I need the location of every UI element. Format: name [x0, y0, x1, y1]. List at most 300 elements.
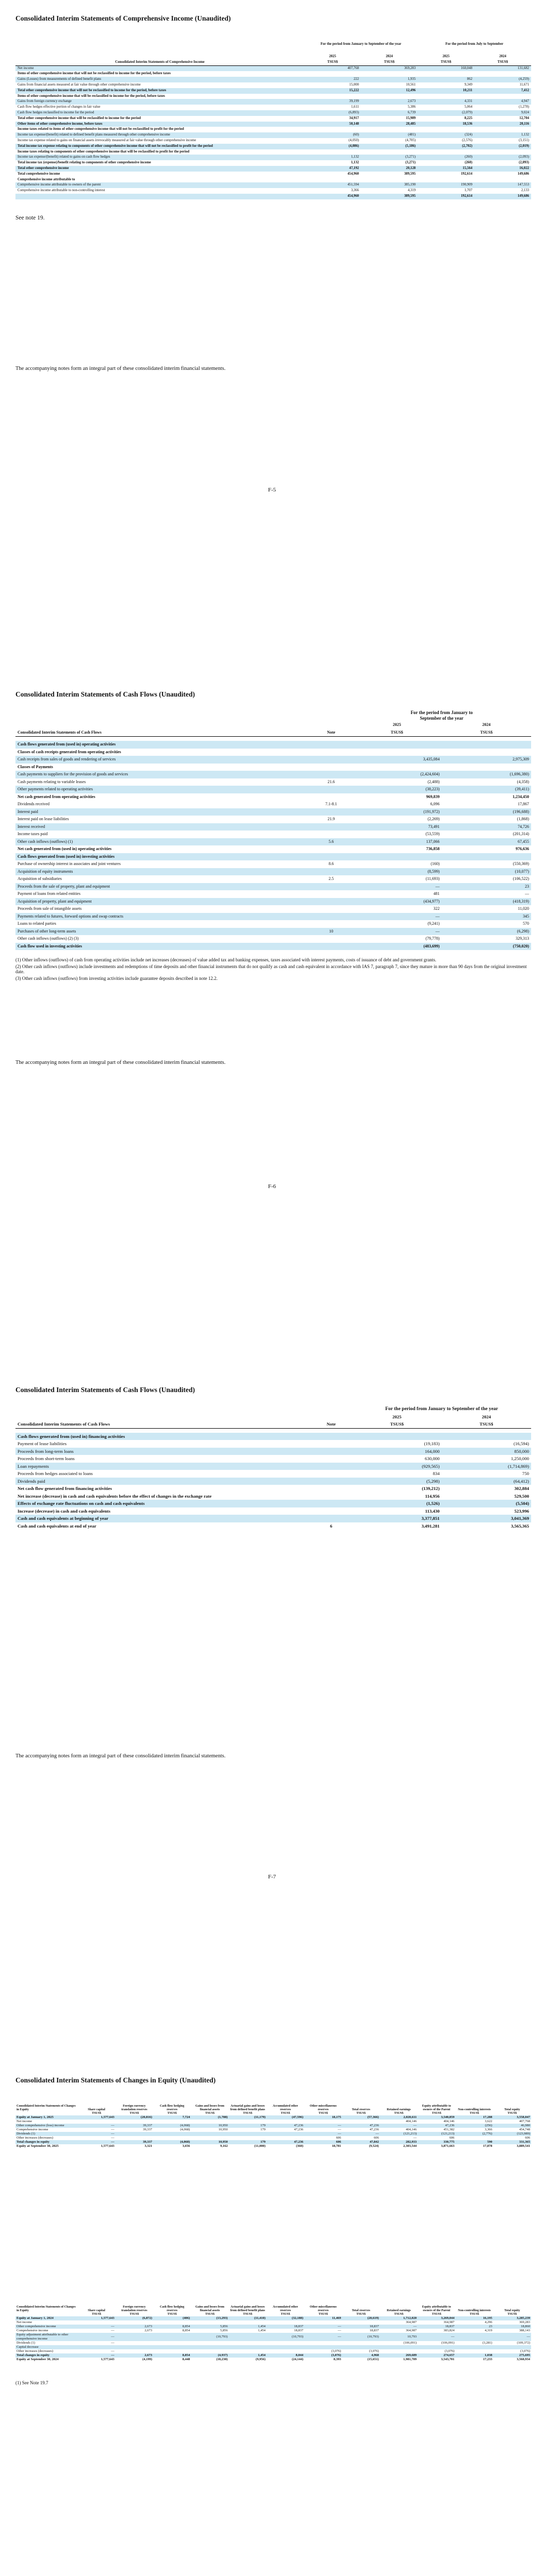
changes-in-equity-2024-wrap [15, 2306, 531, 2385]
row-value: (53,559) [425, 832, 440, 836]
table-row [15, 1507, 531, 1515]
unit-col: TSUS$ [205, 2112, 215, 2115]
footnote: (3) Other cash inflows (outflows) from investing activities include guarantee deposits described in note 12.2. [15, 976, 218, 981]
table-row [15, 1478, 531, 1485]
row-value: 322 [433, 906, 440, 911]
row-label: Income taxes relating to components of other comprehensive income that will be reclassified to profit for the period [18, 149, 190, 154]
page-number: F-5 [268, 487, 276, 493]
column-header: Retained earnings [387, 2309, 411, 2312]
row-value: 383,824 [443, 2329, 455, 2332]
row-value [352, 1433, 441, 1440]
row-note [310, 883, 352, 891]
row-value [361, 127, 418, 132]
cash-flows-table [15, 710, 531, 950]
row-label: Cash flow used in investing activities [15, 943, 310, 951]
column-header: Cash flow hedging reserves [160, 2306, 185, 2312]
row-value: (20,619) [342, 2316, 380, 2320]
row-note [310, 1433, 352, 1440]
page-number: F-7 [268, 1874, 276, 1880]
row-value: 149,686 [474, 194, 531, 199]
changes-in-equity-2025-wrap [15, 2105, 531, 2148]
row-label: Net income [17, 2320, 32, 2324]
table-row [15, 182, 531, 188]
row-value: 147,553 [474, 182, 531, 188]
year-col: 2024 [499, 55, 506, 58]
row-value: (4,068) [153, 2124, 191, 2128]
table-row [15, 2124, 531, 2128]
row-note: 21.6 [327, 779, 335, 784]
row-label: Total income tax expense relating to components of other comprehensive income that will not be reclassified to profit for the period [15, 144, 304, 149]
row-note [310, 823, 352, 831]
row-label: Cash receipts from sales of goods and rendering of services [15, 756, 310, 764]
row-label: Other increases (decreases) [17, 2136, 54, 2140]
row-value: 302,884 [514, 1486, 529, 1491]
row-value [442, 1433, 531, 1440]
row-value: 20,128 [361, 166, 418, 172]
row-value: 3,871,663 [441, 2144, 455, 2148]
table-row [15, 127, 531, 132]
row-value: (3,281) [482, 2341, 492, 2345]
row-value: 1,577,643 [77, 2115, 115, 2120]
row-note [310, 1463, 352, 1470]
row-value: 2,975,309 [442, 756, 531, 764]
row-value: (196,688) [442, 808, 531, 816]
row-label: Other comprehensive income [15, 2325, 77, 2329]
row-label: Income tax expense/(benefit) related to defined benefit plans measured through other comprehensive income [15, 132, 304, 138]
row-value: 15,989 [406, 116, 416, 120]
table-row [15, 132, 531, 138]
row-label: Total comprehensive income [18, 172, 60, 176]
table-row [15, 94, 531, 99]
row-label: Total changes in equity [15, 2353, 77, 2358]
row-value: 39,199 [304, 99, 361, 105]
row-value: — [111, 2341, 114, 2345]
row-header: Consolidated Interim Statements of Changes in Equity [17, 2105, 76, 2111]
row-value: (360) [296, 2144, 304, 2148]
row-value: 2,133 [521, 189, 529, 193]
row-value: (5,504) [442, 1500, 531, 1507]
row-value: (3,271) [361, 155, 418, 160]
column-header: Other miscellaneous reserves [309, 2306, 337, 2312]
row-value: 50,148 [304, 122, 361, 127]
row-label: Cash payments to suppliers for the provision of goods and services [15, 771, 310, 778]
row-value: 47,192 [304, 166, 361, 172]
row-value: (1,278) [519, 105, 529, 109]
row-value: (4,050) [349, 138, 359, 142]
row-value: 1,132 [474, 132, 531, 138]
year-col: 2024 [386, 55, 393, 58]
row-value: (3,151) [519, 138, 529, 142]
row-value [418, 94, 474, 99]
unit-spacer [15, 2112, 77, 2115]
row-value: — [77, 2353, 115, 2358]
year-col: 2024 [482, 722, 491, 727]
row-value: — [111, 2136, 114, 2140]
row-header: Consolidated Interim Statements of Changes in Equity [17, 2306, 76, 2312]
row-label: Net income [15, 65, 304, 71]
row-value [442, 749, 531, 756]
row-value: (3,076) [304, 2353, 342, 2358]
row-label: Cash flows generated from (used in) financing activities [15, 1433, 310, 1440]
unit-col: TSUS$ [442, 1420, 531, 1428]
row-value [361, 71, 418, 77]
row-value: — [77, 2124, 115, 2128]
row-value: (2,269) [427, 817, 440, 821]
row-value: 47,236 [267, 2124, 304, 2128]
row-value [229, 2320, 267, 2325]
row-value [116, 2349, 153, 2353]
page-title: Consolidated Interim Statements of Changes in Equity (Unaudited) [15, 2076, 216, 2084]
row-value [455, 2349, 493, 2353]
row-value: 3,558,047 [493, 2115, 531, 2120]
row-value [304, 127, 361, 132]
row-value [267, 2120, 304, 2124]
table-row [15, 2349, 531, 2353]
row-note: 6 [330, 1523, 333, 1529]
table-row [15, 749, 531, 756]
row-value: (160) [431, 861, 440, 866]
table-row [15, 935, 531, 943]
row-value: — [342, 2132, 380, 2136]
row-value: (256) [455, 2124, 493, 2128]
row-value: (406) [153, 2316, 191, 2320]
row-label: Items of other comprehensive income that will be reclassified to income for the period, before taxes [18, 94, 165, 98]
see-note: See note 19. [15, 214, 45, 221]
accompanying-notes: The accompanying notes form an integral part of these consolidated interim financial statements. [15, 366, 226, 371]
row-value: 274,657 [418, 2353, 455, 2358]
row-value: 3,491,281 [421, 1523, 440, 1529]
page-title: Consolidated Interim Statements of Comprehensive Income (Unaudited) [15, 14, 231, 22]
row-note [310, 943, 352, 951]
row-value [361, 149, 418, 155]
row-label: Payment of loans from related entities [18, 891, 80, 896]
row-note [310, 853, 352, 861]
unit-col: TSUS$ [167, 2313, 177, 2316]
table-row [15, 2320, 531, 2325]
row-value: (9,956) [255, 2358, 266, 2361]
table-row [15, 2144, 531, 2148]
row-label: Cash flows generated from (used in) investing activities [15, 853, 310, 861]
row-note [310, 756, 352, 764]
table-row [15, 2115, 531, 2120]
row-value: 149,686 [517, 172, 529, 176]
row-value: 39,337 [143, 2128, 153, 2131]
row-value: 1,577,643 [101, 2144, 114, 2148]
row-note [310, 808, 352, 816]
row-value: 15,564 [418, 166, 474, 172]
row-label: Proceeds from short-term loans [18, 1456, 75, 1461]
changes-in-equity-section [15, 2076, 531, 2084]
unit-col: TSUS$ [281, 2313, 290, 2316]
table-row [15, 928, 531, 936]
row-value: 404,146 [405, 2120, 417, 2123]
row-value: (1,788) [191, 2115, 228, 2120]
row-value: 1,935 [361, 77, 418, 82]
row-label: Cash and cash equivalents at beginning of year [15, 1515, 310, 1522]
row-value: (1,696,380) [442, 771, 531, 778]
row-value [77, 2320, 115, 2325]
cash-flows-financing-table-wrap [15, 1405, 531, 1530]
row-value: 114,956 [425, 1493, 440, 1499]
row-value [304, 149, 361, 155]
row-value: 404,146 [405, 2128, 417, 2131]
row-value: (64,412) [442, 1478, 531, 1485]
unit-col: TSUS$ [469, 2112, 479, 2115]
row-value: 404,146 [443, 2120, 455, 2123]
row-value: (121,213) [418, 2132, 455, 2136]
page-title: Consolidated Interim Statements of Cash Flows (Unaudited) [15, 690, 195, 698]
row-value: 18,536 [418, 122, 474, 127]
table-row [15, 793, 531, 801]
row-value: 407,768 [304, 65, 361, 71]
row-value: 1,577,643 [77, 2316, 115, 2320]
row-label: Net income [17, 2120, 32, 2123]
row-value: (4,199) [142, 2358, 153, 2361]
row-value: 8,448 [182, 2358, 190, 2361]
row-value: 1,454 [229, 2325, 267, 2329]
row-label: Income tax expense related to gains on financial assets irrevocably measured at fair value through other comprehensive income [18, 138, 196, 142]
table-row [15, 2333, 531, 2341]
unit-col: TSUS$ [352, 729, 441, 737]
column-header: Total reserves [352, 2309, 370, 2312]
row-note: 7.1-8.1 [325, 802, 337, 806]
table-row [15, 172, 531, 177]
table-row [15, 99, 531, 105]
row-label: Income tax expense/(benefit) related to gains on cash flow hedges [15, 155, 304, 160]
row-value [191, 2132, 228, 2136]
page-title: Consolidated Interim Statements of Cash Flows (Unaudited) [15, 1386, 195, 1394]
row-value: (260) [418, 155, 474, 160]
row-value: — [337, 2329, 341, 2332]
unit-col: TSUS$ [352, 1420, 441, 1428]
row-value [116, 2345, 153, 2349]
row-value [418, 2345, 455, 2349]
row-value: 1,707 [464, 189, 472, 193]
footnote: (1) See Note 19.7 [15, 2380, 48, 2385]
row-value [304, 71, 361, 77]
row-value: 15,222 [304, 88, 361, 94]
row-value: 523,996 [514, 1508, 529, 1514]
row-value [455, 2333, 493, 2341]
row-value: 1,038 [455, 2353, 493, 2358]
row-value: (1,714,869) [442, 1463, 531, 1470]
cash-flows-table-wrap [15, 710, 531, 981]
row-note [310, 793, 352, 801]
row-label: Classes of cash receipts generated from operating activities [18, 749, 121, 754]
row-value [474, 149, 531, 155]
changes-in-equity-2024-table [15, 2306, 531, 2362]
row-value [442, 764, 531, 771]
unit-col: TSUS$ [167, 2112, 177, 2115]
table-row [15, 816, 531, 823]
footnotes [15, 957, 531, 981]
row-note [310, 741, 352, 749]
row-value [304, 2341, 342, 2345]
row-value: (2,776) [455, 2132, 493, 2136]
row-value [474, 127, 531, 132]
row-value: 454,748 [519, 2128, 530, 2131]
row-label: Comprehensive income attributable to [18, 177, 75, 181]
row-value [352, 749, 441, 756]
row-value: (4,068) [180, 2128, 190, 2131]
row-value: — [418, 2333, 455, 2341]
table-row [15, 898, 531, 906]
row-value: 8,044 [267, 2353, 304, 2358]
row-value: 4,296 [484, 2320, 492, 2324]
row-value: 2,673 [361, 99, 418, 105]
table-row [15, 1433, 531, 1440]
year-col: 2025 [329, 55, 336, 58]
period-header: For the period from January to September of the year [410, 710, 473, 721]
row-value: 590 [455, 2140, 493, 2144]
row-note [310, 898, 352, 906]
table-row [15, 188, 531, 194]
row-label: Interest received [15, 823, 310, 831]
unit-col: TSUS$ [442, 729, 531, 737]
row-value: 606 [449, 2136, 455, 2140]
row-value: (4,705) [405, 138, 416, 142]
row-note [310, 1478, 352, 1485]
row-value: (5,186) [361, 144, 418, 149]
row-value: 10,793 [380, 2333, 418, 2341]
cash-flows-financing-table [15, 1405, 531, 1530]
row-value: (201,314) [513, 832, 529, 836]
row-value: 3,041,369 [442, 1515, 531, 1522]
column-header: Accumulated other reserves [272, 2105, 299, 2111]
unit-col: TSUS$ [318, 2112, 328, 2115]
row-value: (60) [304, 132, 361, 138]
row-value: (3,271) [405, 161, 416, 165]
row-value: (3,076) [331, 2349, 341, 2353]
unit-col: TSUS$ [243, 2313, 253, 2316]
row-value: (2,093) [519, 161, 529, 165]
row-value: 179 [229, 2140, 267, 2144]
row-label: Income taxes related to items of other comprehensive income that will not be reclassified to profit for the period [18, 127, 184, 131]
table-label: Consolidated Interim Statements of Comprehensive Income [15, 60, 304, 65]
row-label: Other comprehensive (loss) income [15, 2124, 77, 2128]
unit-col: TSUS$ [394, 2112, 404, 2115]
row-value [191, 2120, 228, 2124]
row-note: 2.5 [328, 876, 334, 881]
row-value: (24,144) [291, 2358, 304, 2361]
row-value [267, 2132, 304, 2136]
row-value: 3,565,365 [510, 1523, 529, 1529]
row-value [380, 2349, 418, 2353]
row-label: Capital decrease [15, 2345, 77, 2349]
row-label: Total changes in equity [15, 2140, 77, 2144]
row-value: (750,020) [442, 943, 531, 951]
row-value: 8,225 [464, 116, 472, 120]
row-value [116, 2341, 153, 2345]
row-value: 39,337 [116, 2124, 153, 2128]
row-value: (47,596) [267, 2115, 304, 2120]
row-value: (13,293) [191, 2316, 228, 2320]
row-note: 21.9 [327, 817, 335, 821]
row-value: 12,704 [519, 116, 529, 120]
row-value: (1,868) [517, 817, 529, 821]
column-header: Gains and losses from financial assets [195, 2105, 224, 2111]
row-label: Cash payments relating to variable leases [18, 779, 86, 784]
row-value: — [380, 2325, 418, 2329]
table-row [15, 88, 531, 94]
row-value: — [77, 2325, 115, 2329]
row-value: (10,793) [267, 2333, 304, 2341]
unit-col: TSUS$ [129, 2112, 139, 2115]
row-value: (9,241) [427, 921, 440, 926]
table-label: Consolidated Interim Statements of Cash Flows [15, 729, 310, 737]
note-col-header: Note [310, 1420, 352, 1428]
row-value: 137,066 [352, 838, 441, 846]
row-value: 451,594 [304, 182, 361, 188]
row-value: (6,298) [442, 928, 531, 936]
row-value: 20,116 [474, 122, 531, 127]
column-header: Non-controlling interests [458, 2309, 491, 2312]
row-label: Purchase of ownership interest in associates and joint ventures [18, 861, 121, 866]
row-label: Other cash inflows (outflows) (2) (3) [18, 936, 79, 941]
row-value: 329,313 [516, 936, 529, 941]
table-row [15, 831, 531, 838]
row-label: Dividends received [18, 802, 50, 806]
table-row [15, 920, 531, 928]
column-header: Retained earnings [387, 2108, 411, 2111]
row-value: (106,091) [441, 2341, 455, 2345]
row-value [191, 2320, 228, 2325]
row-value: 131,682 [474, 65, 531, 71]
table-row [15, 2345, 531, 2349]
row-note [310, 1507, 352, 1515]
row-label: Gains from foreign currency exchange [15, 99, 304, 105]
row-value: 18,175 [304, 2115, 342, 2120]
row-note: 5.6 [310, 838, 352, 846]
row-value: 47,236 [267, 2140, 304, 2144]
row-note [310, 913, 352, 921]
unit-col: TSUS$ [432, 2313, 441, 2316]
row-value [229, 2341, 267, 2345]
row-value: (191,972) [352, 808, 441, 816]
row-value: (39,411) [442, 786, 531, 793]
column-header: Equity attributable to owners of the Parent [422, 2105, 451, 2111]
table-row [15, 1515, 531, 1522]
period-header-ytd: For the period from January to September of the year [320, 42, 402, 46]
table-row [15, 943, 531, 951]
row-value: 18,837 [369, 2329, 379, 2332]
row-note [310, 764, 352, 771]
row-value: 570 [523, 921, 529, 926]
table-row [15, 1455, 531, 1463]
table-row [15, 149, 531, 155]
row-label: Effects of exchange rate fluctuations on cash and cash equivalents [15, 1500, 310, 1507]
column-header: Actuarial gains and losses from defined benefit plans [230, 2306, 265, 2312]
row-note [310, 771, 352, 778]
row-value: 364,987 [443, 2320, 455, 2324]
column-header: Share capital [88, 2108, 105, 2111]
row-value: 18,837 [294, 2329, 304, 2332]
row-value: 9,024 [474, 110, 531, 116]
row-value: (20,816) [116, 2115, 153, 2120]
row-value [418, 127, 474, 132]
row-value: 160,048 [418, 65, 474, 71]
row-value: — [304, 2124, 342, 2128]
row-value [229, 2120, 267, 2124]
row-value [229, 2333, 267, 2341]
year-col: 2025 [392, 1414, 402, 1419]
table-row [15, 2325, 531, 2329]
row-value: (324) [418, 132, 474, 138]
year-col: 2024 [482, 1414, 491, 1419]
row-value: 113,430 [425, 1508, 440, 1514]
unit-col: TSUS$ [394, 2313, 404, 2316]
table-row [15, 2132, 531, 2136]
